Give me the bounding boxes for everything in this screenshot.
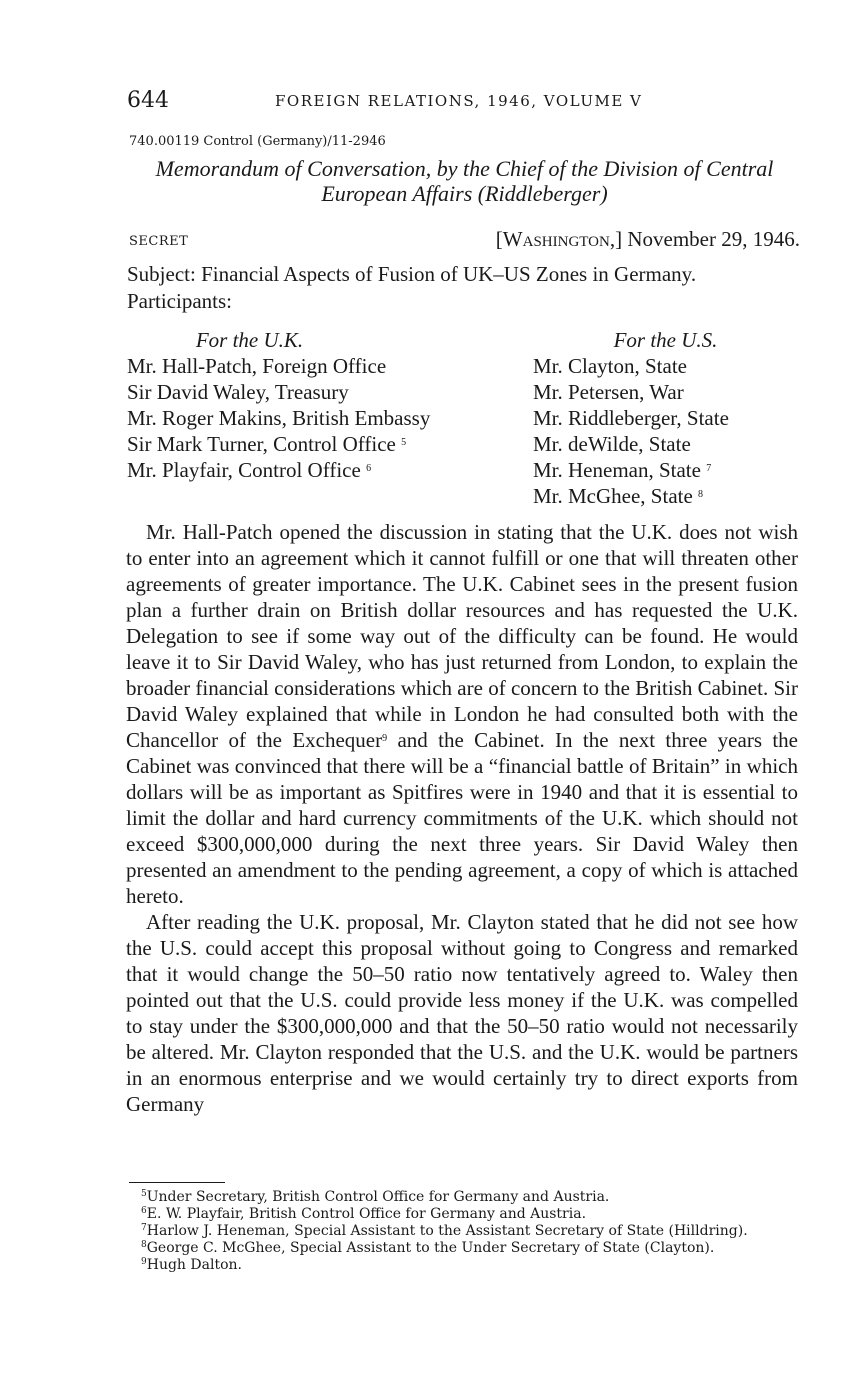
running-title: FOREIGN RELATIONS, 1946, VOLUME V <box>275 92 643 110</box>
footnote-ref-9: 9 <box>382 733 388 744</box>
memo-body <box>126 519 798 1117</box>
dateline <box>496 227 800 252</box>
uk-heading: For the U.K. <box>195 328 304 352</box>
memo-title-line-2: European Affairs (Riddleberger) <box>321 181 608 206</box>
participant-uk-4: Sir Mark Turner, Control Office $^5$ <box>127 432 407 456</box>
footnote-5: $^5$Under Secretary, British Control Office for Germany and Austria. <box>141 1189 610 1205</box>
footnote-9: $^9$Hugh Dalton. <box>141 1257 242 1273</box>
us-heading: For the U.S. <box>613 328 718 352</box>
footnote-ref-7: 7 <box>706 463 712 474</box>
participant-uk-2: Sir David Waley, Treasury <box>127 380 349 404</box>
participants-uk-column <box>127 327 507 483</box>
memo-subject: Subject: Financial Aspects of Fusion of UK–US Zones in Germany. <box>127 262 697 286</box>
participant-uk-3: Mr. Roger Makins, British Embassy <box>127 406 431 430</box>
participant-uk-5: Mr. Playfair, Control Office $^6$ <box>127 458 372 482</box>
footnote-ref-8: 8 <box>698 489 704 500</box>
place-rest: ASHINGTON <box>522 234 610 250</box>
participant-us-6: Mr. McGhee, State $^8$ <box>533 484 704 508</box>
footnote-ref-6: 6 <box>366 463 372 474</box>
memo-title-line-1: Memorandum of Conversation, by the Chief of the Division of Central <box>155 156 774 181</box>
page-header <box>127 88 797 116</box>
footnote-6: $^6$E. W. Playfair, British Control Office for Germany and Austria. <box>141 1206 587 1222</box>
footnote-divider <box>129 1182 225 1183</box>
footnotes <box>129 1189 795 1274</box>
body-paragraph-1: Mr. Hall-Patch opened the discussion in stating that the U.K. does not wish to enter into an agreement which it cannot fulfill or one that will threaten other agreements of greater importance. The U.K. Cabinet sees in the present fusion plan a further drain on British dollar resources and has requested the U.K. Delegation to see if some way out of the difficulty can be found. He would leave it to Sir David Waley, who has just returned from London, to explain the broader financial considerations which are of concern to the British Cabinet. Sir David Waley explained that while in London he had consulted both with the Chancellor of the Exchequer$^9$ and the Cabinet. In the next three years the Cabinet was convinced that there will be a “financial battle of Britain” in which dollars will be as important as Spitfires were in 1940 and that it is essential to limit the dollar and hard currency commitments of the U.K. which should not exceed $300,000,000 during the next three years. Sir David Waley then presented an amendment to the pending agreement, a copy of which is attached hereto. <box>126 520 798 908</box>
place-close-bracket: ,] <box>609 227 623 251</box>
participant-us-3: Mr. Riddleberger, State <box>533 406 729 430</box>
memo-date: November 29, 1946. <box>627 227 800 251</box>
participant-us-2: Mr. Petersen, War <box>533 380 684 404</box>
participant-us-4: Mr. deWilde, State <box>533 432 691 456</box>
participant-uk-1: Mr. Hall-Patch, Foreign Office <box>127 354 387 378</box>
footnote-7: $^7$Harlow J. Heneman, Special Assistant to the Assistant Secretary of State (Hilldring). <box>141 1223 748 1239</box>
participants-label: Participants: <box>127 289 232 313</box>
footnote-ref-5: 5 <box>401 437 407 448</box>
classification-label: SECRET <box>129 234 189 249</box>
page-number: 644 <box>127 88 169 113</box>
participant-us-1: Mr. Clayton, State <box>533 354 687 378</box>
file-reference: 740.00119 Control (Germany)/11-2946 <box>129 134 386 149</box>
memo-title <box>127 156 802 206</box>
footnote-8: $^8$George C. McGhee, Special Assistant to the Under Secretary of State (Clayton). <box>141 1240 715 1256</box>
participants-us-column <box>533 327 798 509</box>
body-paragraph-2: After reading the U.K. proposal, Mr. Clayton stated that he did not see how the U.S. could accept this proposal without going to Congress and remarked that it would change the 50–50 ratio now tentatively agreed to. Waley then pointed out that the U.S. could provide less money if the U.K. was compelled to stay under the $300,000,000 and that the 50–50 ratio would not necessarily be altered. Mr. Clayton responded that the U.S. and the U.K. would be partners in an enormous enterprise and we would certainly try to direct exports from Germany <box>126 910 798 1116</box>
participant-us-5: Mr. Heneman, State $^7$ <box>533 458 712 482</box>
place-initial: W <box>502 227 523 251</box>
place-open-bracket: [ <box>495 227 503 251</box>
